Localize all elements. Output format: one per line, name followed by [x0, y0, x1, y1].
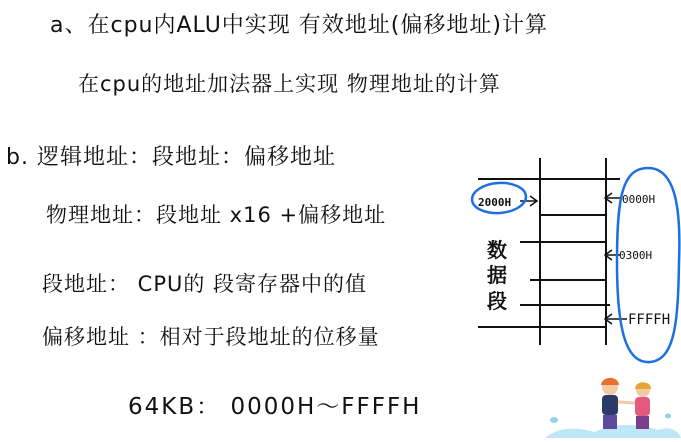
note-line-b5: 64KB： 0000H～FFFFH [128, 394, 422, 420]
figure-body [635, 397, 650, 416]
note-line-a1: a、在cpu内ALU中实现 有效地址(偏移地址)计算 [50, 13, 548, 38]
mascot-illustration [540, 370, 681, 438]
mascot-drawing [540, 370, 681, 438]
right-address-label-mid: 0300H [619, 249, 653, 262]
note-line-b4: 偏移地址 ：相对于段地址的位移量 [42, 325, 380, 349]
note-line-b1: b. 逻辑地址：段地址：偏移地址 [6, 145, 336, 170]
segment-label-char: 据 [487, 263, 507, 287]
figure-body [602, 395, 618, 415]
note-line-b3: 段地址： CPU的 段寄存器中的值 [42, 272, 368, 296]
left-address-label: 2000H [478, 196, 512, 209]
figure-legs [603, 415, 617, 429]
right-address-label-start: 0000H [622, 193, 656, 206]
figure-hair [635, 382, 651, 389]
figure-hair [601, 378, 619, 385]
figure-hands [618, 402, 635, 403]
figure-legs [636, 416, 649, 429]
note-line-b2: 物理地址：段地址 x16 +偏移地址 [46, 203, 387, 227]
right-address-label-end: FFFFH [628, 312, 671, 328]
water-drop [550, 417, 558, 423]
note-line-a2: 在cpu的地址加法器上实现 物理地址的计算 [78, 72, 501, 96]
segment-label-char: 段 [487, 289, 507, 313]
water-drop [665, 414, 671, 419]
segment-label-char: 数 [487, 238, 507, 262]
